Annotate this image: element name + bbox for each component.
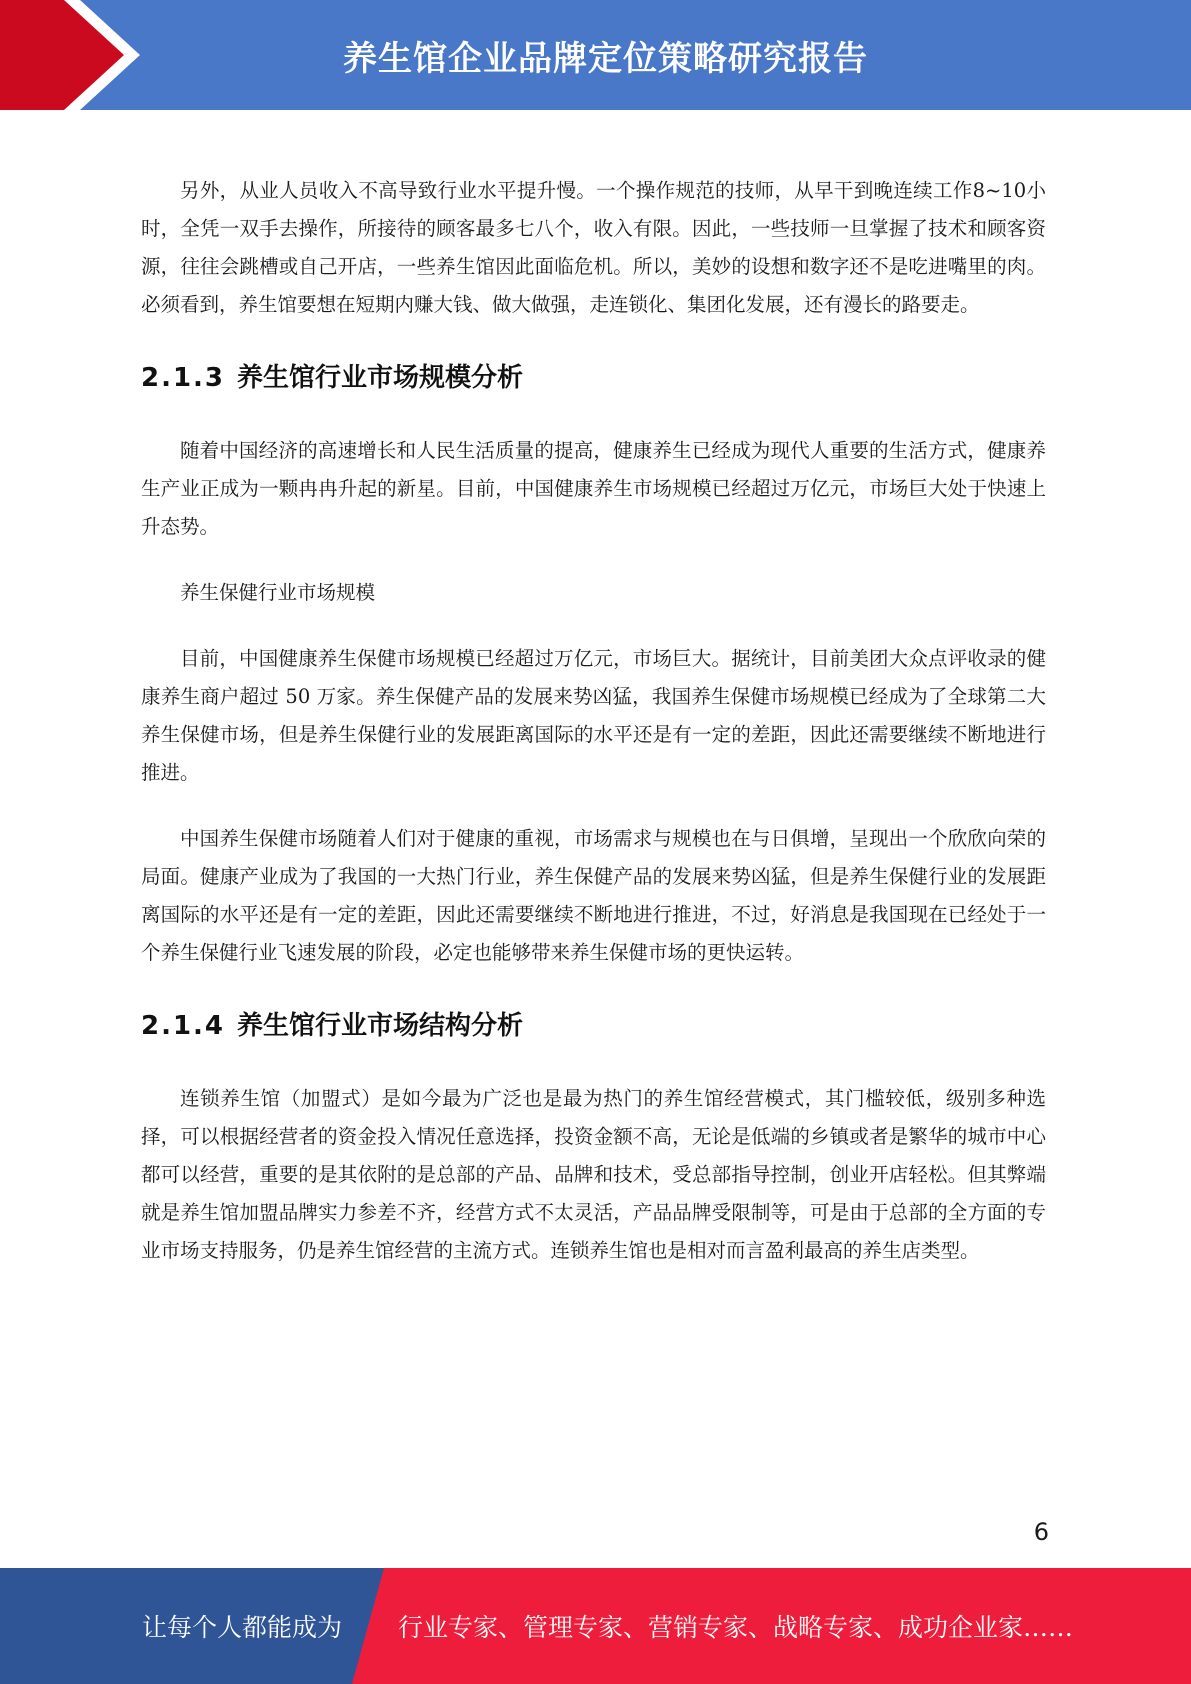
document-title: 养生馆企业品牌定位策略研究报告 [343, 38, 868, 79]
page-footer [0, 1568, 1191, 1684]
paragraph: 目前，中国健康养生保健市场规模已经超过万亿元，市场巨大。据统计，目前美团大众点评收录的健康养生商户超过 50 万家。养生保健产品的发展来势凶猛，我国养生保健市场规模已经成为了全球第二大养生保健市场，但是养生保健行业的发展距离国际的水平还是有一定的差距，因此还需要继续不断地进行推进。 [141, 647, 1046, 784]
footer-slogan-right: 行业专家、管理专家、营销专家、战略专家、成功企业家…… [398, 1613, 1074, 1642]
footer-slogan-left: 让每个人都能成为 [142, 1613, 343, 1642]
section-number: 2.1.4 [141, 1011, 226, 1041]
section-title: 养生馆行业市场规模分析 [237, 363, 524, 393]
document-body [141, 172, 1046, 1270]
section-number: 2.1.3 [141, 363, 226, 393]
section-heading-2-1-4 [141, 1006, 1046, 1046]
page-number: 6 [1033, 1518, 1049, 1546]
paragraph: 随着中国经济的高速增长和人民生活质量的提高，健康养生已经成为现代人重要的生活方式，健康养生产业正成为一颗冉冉升起的新星。目前，中国健康养生市场规模已经超过万亿元，市场巨大处于快速上升态势。 [141, 439, 1046, 538]
page-header [0, 0, 1191, 110]
section-heading-2-1-3 [141, 358, 1046, 398]
paragraph: 连锁养生馆（加盟式）是如今最为广泛也是最为热门的养生馆经营模式，其门槛较低，级别多种选择，可以根据经营者的资金投入情况任意选择，投资金额不高，无论是低端的乡镇或者是繁华的城市中心都可以经营，重要的是其依附的是总部的产品、品牌和技术，受总部指导控制，创业开店轻松。但其弊端就是养生馆加盟品牌实力参差不齐，经营方式不太灵活，产品品牌受限制等，可是由于总部的全方面的专业市场支持服务，仍是养生馆经营的主流方式。连锁养生馆也是相对而言盈利最高的养生店类型。 [141, 1087, 1046, 1262]
intro-paragraph: 另外，从业人员收入不高导致行业水平提升慢。一个操作规范的技师，从早干到晚连续工作8~10小时，全凭一双手去操作，所接待的顾客最多七八个，收入有限。因此，一些技师一旦掌握了技术和顾客资源，往往会跳槽或自己开店，一些养生馆因此面临危机。所以，美妙的设想和数字还不是吃进嘴里的肉。必须看到，养生馆要想在短期内赚大钱、做大做强，走连锁化、集团化发展，还有漫长的路要走。 [141, 179, 1046, 316]
subheading: 养生保健行业市场规模 [180, 581, 376, 604]
section-title: 养生馆行业市场结构分析 [237, 1011, 524, 1041]
paragraph: 中国养生保健市场随着人们对于健康的重视，市场需求与规模也在与日俱增，呈现出一个欣欣向荣的局面。健康产业成为了我国的一大热门行业，养生保健产品的发展来势凶猛，但是养生保健行业的发展距离国际的水平还是有一定的差距，因此还需要继续不断地进行推进，不过，好消息是我国现在已经处于一个养生保健行业飞速发展的阶段，必定也能够带来养生保健市场的更快运转。 [141, 827, 1046, 964]
